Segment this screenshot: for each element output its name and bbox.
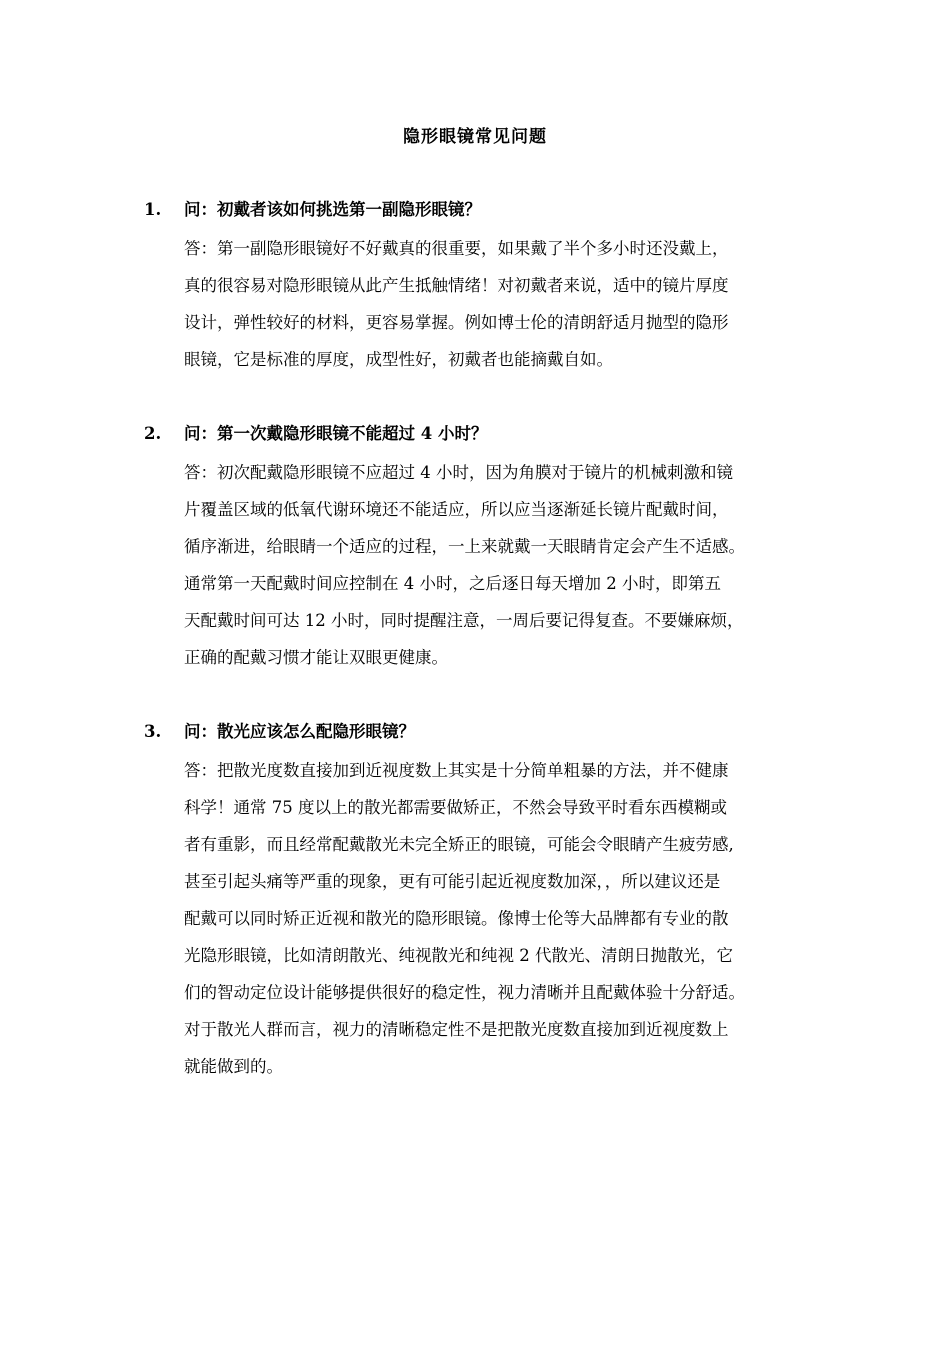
question-number: 1.	[144, 200, 162, 219]
answer-line: 天配戴时间可达 12 小时，同时提醒注意，一周后要记得复查。不要嫌麻烦，	[184, 611, 744, 630]
question-line	[144, 420, 824, 448]
faq-item-3	[144, 718, 824, 1085]
document-title: 隐形眼镜常见问题	[403, 127, 547, 147]
answer-text	[184, 752, 806, 1085]
answer-line: 循序渐进，给眼睛一个适应的过程，一上来就戴一天眼睛肯定会产生不适感。	[184, 537, 745, 556]
question-line	[144, 718, 824, 746]
answer-line: 通常第一天配戴时间应控制在 4 小时，之后逐日每天增加 2 小时，即第五	[184, 574, 721, 593]
answer-line: 正确的配戴习惯才能让双眼更健康。	[184, 648, 448, 667]
answer-line: 答：把散光度数直接加到近视度数上其实是十分简单粗暴的方法，并不健康	[184, 761, 729, 780]
question-text: 问：第一次戴隐形眼镜不能超过 4 小时？	[184, 424, 488, 443]
answer-line: 对于散光人群而言，视力的清晰稳定性不是把散光度数直接加到近视度数上	[184, 1020, 729, 1039]
answer-line: 就能做到的。	[184, 1057, 283, 1076]
question-number: 2.	[144, 424, 162, 443]
answer-line: 甚至引起头痛等严重的现象，更有可能引起近视度数加深，，所以建议还是	[184, 872, 721, 891]
answer-line: 眼镜，它是标准的厚度，成型性好，初戴者也能摘戴自如。	[184, 350, 613, 369]
answer-line: 者有重影，而且经常配戴散光未完全矫正的眼镜，可能会令眼睛产生疲劳感,	[184, 835, 734, 854]
answer-line: 真的很容易对隐形眼镜从此产生抵触情绪！对初戴者来说，适中的镜片厚度	[184, 276, 729, 295]
answer-line: 设计，弹性较好的材料，更容易掌握。例如博士伦的清朗舒适月抛型的隐形	[184, 313, 729, 332]
answer-line: 片覆盖区域的低氧代谢环境还不能适应，所以应当逐渐延长镜片配戴时间，	[184, 500, 729, 519]
answer-text	[184, 230, 806, 378]
answer-line: 答：第一副隐形眼镜好不好戴真的很重要，如果戴了半个多小时还没戴上，	[184, 239, 729, 258]
question-text: 问：初戴者该如何挑选第一副隐形眼镜？	[184, 200, 481, 219]
answer-line: 配戴可以同时矫正近视和散光的隐形眼镜。像博士伦等大品牌都有专业的散	[184, 909, 729, 928]
answer-text	[184, 454, 806, 676]
faq-item-2	[144, 420, 824, 676]
question-number: 3.	[144, 722, 162, 741]
answer-line: 科学！通常 75 度以上的散光都需要做矫正，不然会导致平时看东西模糊或	[184, 798, 727, 817]
question-text: 问：散光应该怎么配隐形眼镜？	[184, 722, 415, 741]
answer-line: 答：初次配戴隐形眼镜不应超过 4 小时，因为角膜对于镜片的机械刺激和镜	[184, 463, 733, 482]
answer-line: 们的智动定位设计能够提供很好的稳定性，视力清晰并且配戴体验十分舒适。	[184, 983, 745, 1002]
faq-item-1	[144, 196, 824, 378]
answer-line: 光隐形眼镜，比如清朗散光、纯视散光和纯视 2 代散光、清朗日抛散光，它	[184, 946, 733, 965]
question-line	[144, 196, 824, 224]
